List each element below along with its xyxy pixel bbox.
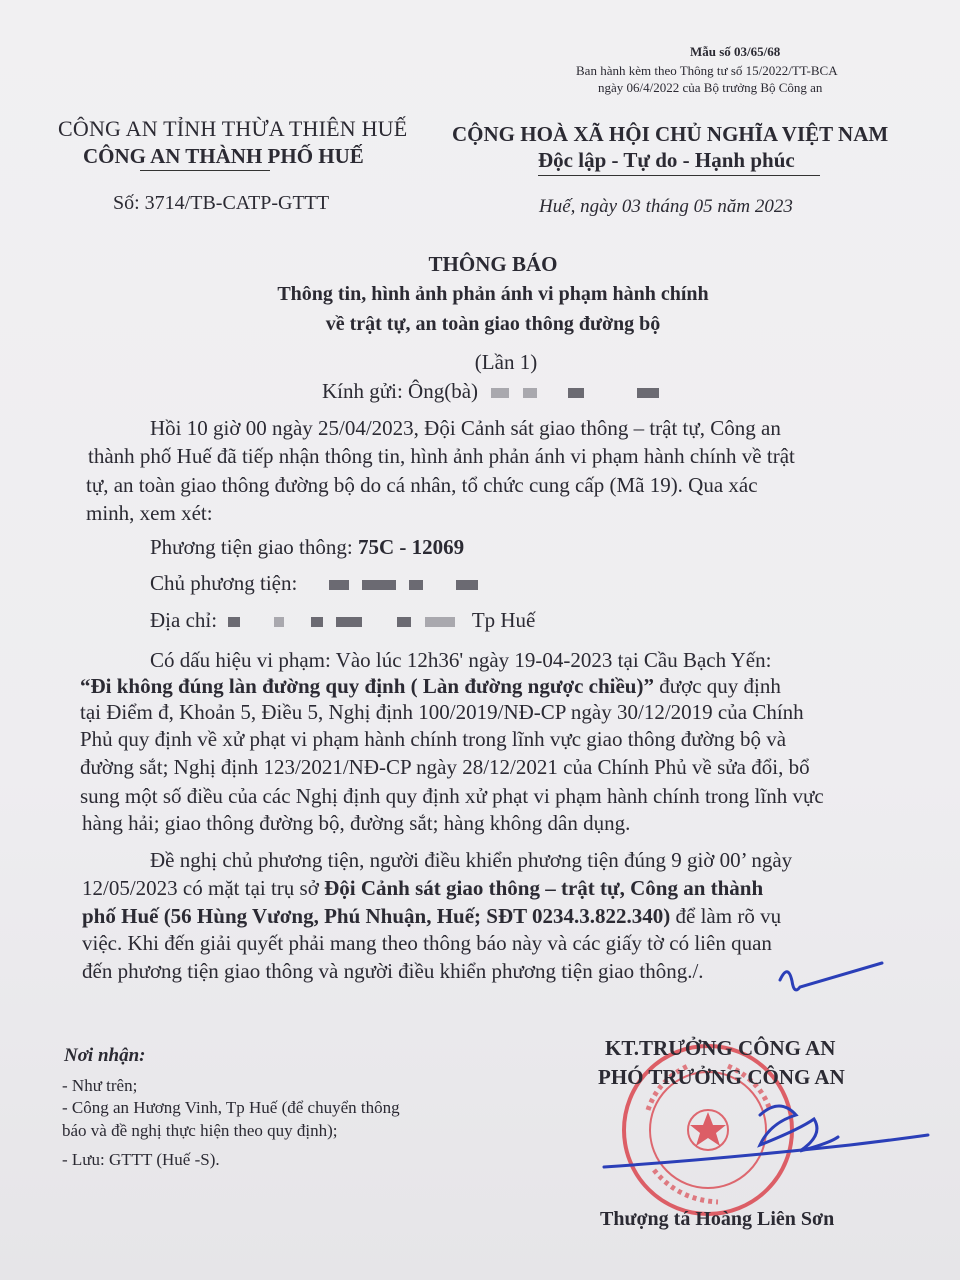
document-title: THÔNG BÁO xyxy=(428,252,558,276)
intro-line-1: Hồi 10 giờ 00 ngày 25/04/2023, Đội Cảnh sát giao thông – trật tự, Công an xyxy=(150,416,781,440)
request-line-5: đến phương tiện giao thông và người điều khiển phương tiện giao thông./. xyxy=(82,959,704,983)
recipient-item: báo và đề nghị thực hiện theo quy định); xyxy=(62,1121,338,1140)
address-city: Tp Huế xyxy=(471,608,536,632)
recipients-title: Nơi nhận: xyxy=(64,1045,146,1066)
violation-line-5: đường sắt; Nghị định 123/2021/NĐ-CP ngày 28/12/2021 của Chính Phủ về sửa đổi, bổ xyxy=(80,755,810,779)
salutation-text: Kính gửi: Ông(bà) xyxy=(322,379,479,403)
form-issued-line-2: ngày 06/4/2022 của Bộ trưởng Bộ Công an xyxy=(598,80,823,95)
agency-parent: CÔNG AN TỈNH THỪA THIÊN HUẾ xyxy=(58,116,408,141)
document-number: Số: 3714/TB-CATP-GTTT xyxy=(113,192,330,214)
redacted-owner-block xyxy=(456,580,478,590)
notice-round: (Lần 1) xyxy=(474,350,538,374)
redacted-name-block xyxy=(523,388,537,398)
license-plate: 75C - 12069 xyxy=(357,535,465,559)
violation-line-2-rest: được quy định xyxy=(653,674,781,698)
form-number: Mẫu số 03/65/68 xyxy=(690,44,781,59)
redacted-address-block xyxy=(397,617,411,627)
redacted-name-block xyxy=(637,388,659,398)
owner-label: Chủ phương tiện: xyxy=(150,571,298,595)
recipient-item: - Lưu: GTTT (Huế -S). xyxy=(62,1150,220,1169)
violation-line-7: hàng hải; giao thông đường bộ, đường sắt; hàng không dân dụng. xyxy=(82,811,631,835)
signature-title-2: PHÓ TRƯỞNG CÔNG AN xyxy=(598,1065,845,1089)
request-line-4: việc. Khi đến giải quyết phải mang theo thông báo này và các giấy tờ có liên quan xyxy=(82,931,772,955)
redacted-name-block xyxy=(491,388,509,398)
national-motto: Độc lập - Tự do - Hạnh phúc xyxy=(538,148,795,172)
request-line-3 xyxy=(82,904,781,929)
request-address: phố Huế (56 Hùng Vương, Phú Nhuận, Huế; SĐT 0234.3.822.340) xyxy=(82,904,671,928)
intro-line-3: tự, an toàn giao thông đường bộ do cá nhân, tổ chức cung cấp (Mã 19). Qua xác xyxy=(86,473,758,497)
violation-line-2 xyxy=(80,674,781,699)
signature-title-1: KT.TRƯỞNG CÔNG AN xyxy=(605,1036,836,1060)
place-date: Huế, ngày 03 tháng 05 năm 2023 xyxy=(539,196,793,217)
initial-tick-mark xyxy=(770,955,890,1005)
redacted-address-block xyxy=(274,617,284,627)
recipient-item: - Như trên; xyxy=(62,1076,138,1095)
address-label: Địa chỉ: xyxy=(150,608,218,632)
request-line-2-a: 12/05/2023 có mặt tại trụ sở xyxy=(82,876,325,900)
nation-name: CỘNG HOÀ XÃ HỘI CHỦ NGHĨA VIỆT NAM xyxy=(452,122,889,146)
redacted-address-block xyxy=(425,617,455,627)
redacted-address-block xyxy=(228,617,240,627)
request-line-2 xyxy=(82,876,763,901)
violation-line-1: Có dấu hiệu vi phạm: Vào lúc 12h36' ngày 19-04-2023 tại Cầu Bạch Yến: xyxy=(150,648,772,672)
vehicle-line xyxy=(150,535,464,560)
redacted-owner-block xyxy=(329,580,349,590)
request-line-1: Đề nghị chủ phương tiện, người điều khiển phương tiện đúng 9 giờ 00’ ngày xyxy=(150,848,793,872)
document-subtitle-1: Thông tin, hình ảnh phản ánh vi phạm hành chính xyxy=(277,283,709,305)
violation-description: “Đi không đúng làn đường quy định ( Làn đường ngược chiều)” xyxy=(80,674,654,698)
redacted-owner-block xyxy=(409,580,423,590)
request-office: Đội Cảnh sát giao thông – trật tự, Công an thành xyxy=(324,876,764,900)
redacted-address-block xyxy=(311,617,323,627)
recipient-item: - Công an Hương Vinh, Tp Huế (để chuyển thông xyxy=(62,1098,400,1117)
agency-underline xyxy=(140,170,270,171)
handwritten-signature xyxy=(600,1085,930,1185)
intro-line-4: minh, xem xét: xyxy=(86,501,213,525)
salutation xyxy=(322,379,667,404)
form-issued-line-1: Ban hành kèm theo Thông tư số 15/2022/TT-BCA xyxy=(576,63,838,78)
address-line xyxy=(150,608,535,633)
violation-line-4: Phủ quy định về xử phạt vi phạm hành chính trong lĩnh vực giao thông đường bộ và xyxy=(80,727,787,751)
document-subtitle-2: về trật tự, an toàn giao thông đường bộ xyxy=(325,313,661,335)
agency-name: CÔNG AN THÀNH PHỐ HUẾ xyxy=(83,144,364,168)
motto-underline xyxy=(538,175,820,176)
redacted-address-block xyxy=(336,617,362,627)
redacted-owner-block xyxy=(362,580,396,590)
signer-name: Thượng tá Hoàng Liên Sơn xyxy=(600,1208,835,1230)
violation-line-6: sung một số điều của các Nghị định quy định xử phạt vi phạm hành chính trong lĩnh vực xyxy=(80,784,824,808)
vehicle-label: Phương tiện giao thông: xyxy=(150,535,358,559)
owner-line xyxy=(150,571,486,596)
violation-line-3: tại Điểm đ, Khoản 5, Điều 5, Nghị định 100/2019/NĐ-CP ngày 30/12/2019 của Chính xyxy=(80,700,804,724)
redacted-name-block xyxy=(568,388,584,398)
intro-line-2: thành phố Huế đã tiếp nhận thông tin, hình ảnh phản ánh vi phạm hành chính về trật xyxy=(88,444,795,468)
request-line-3-c: để làm rõ vụ xyxy=(670,904,782,928)
